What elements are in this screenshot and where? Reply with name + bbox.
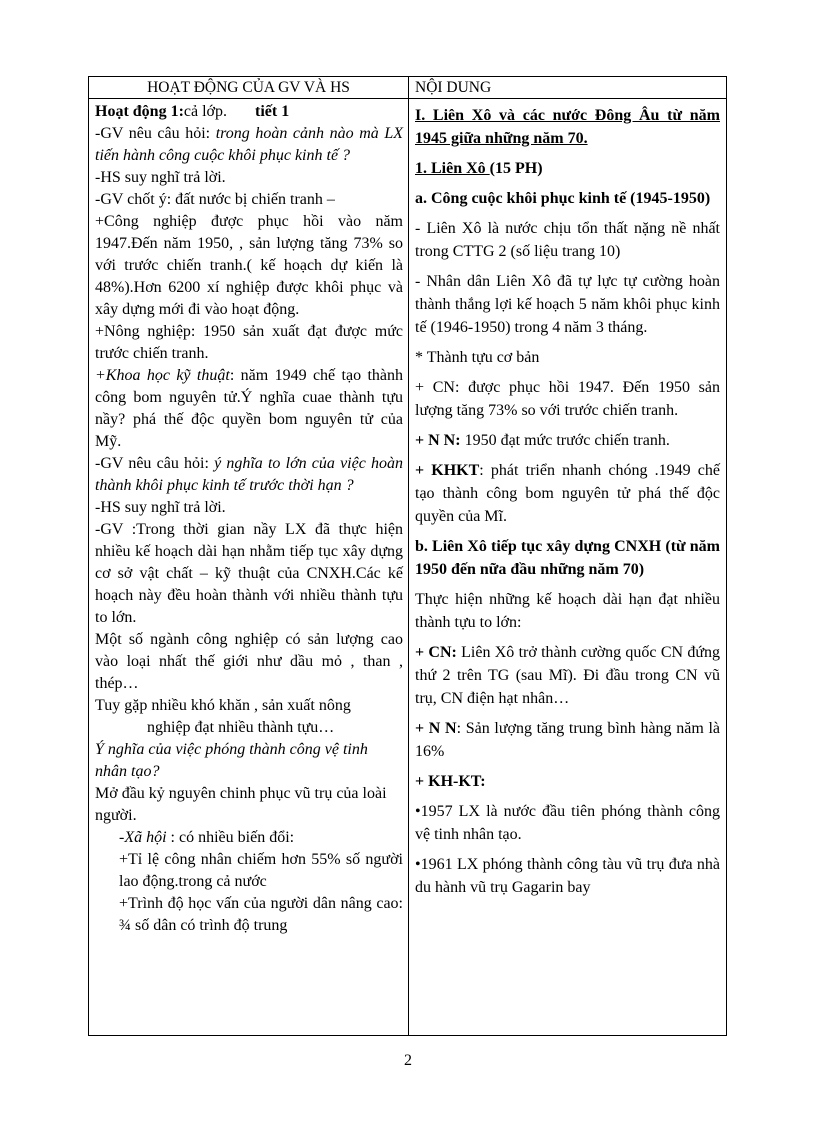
activity-1-heading: [95, 101, 403, 123]
achievements-heading: * Thành tựu cơ bản: [415, 349, 540, 366]
industry-achievement: + CN: được phục hồi 1947. Đến 1950 sản lượng tăng 73% so với trước chiến tranh.: [415, 379, 720, 419]
activities-column: [95, 101, 403, 937]
science-tech-heading: [415, 770, 720, 793]
question-text: trong hoàn cảnh nào mà LX tiến hành công cuộc khôi phục kinh tế ?: [95, 125, 404, 164]
page-number: 2: [404, 1052, 412, 1069]
content-column: [415, 104, 720, 906]
teacher-question-1: [95, 123, 403, 167]
industry-text: Liên Xô trở thành cường quốc CN đứng thứ 2 trên TG (sau Mĩ). Đi đầu trong CN vũ trụ, CN điện hạt nhân…: [415, 644, 720, 707]
question-lead: -GV nêu câu hỏi:: [95, 125, 216, 142]
teacher-summary: -GV chốt ý: đất nước bị chiến tranh –: [95, 191, 335, 208]
header-divider: [89, 98, 726, 99]
agriculture-label: + N N: [415, 720, 457, 737]
part-a-title: [415, 187, 720, 210]
industry-power-note: [415, 641, 720, 710]
subsection-duration: (15 PH): [489, 160, 543, 177]
agriculture-growth-note: [415, 717, 720, 763]
science-label: + KHKT: [415, 462, 480, 479]
teacher-question-2: [95, 453, 403, 497]
activity-1-label: Hoạt động 1:: [95, 103, 184, 120]
section-title-text: I. Liên Xô và các nước Đông Âu từ năm 1945 giữa những năm 70.: [415, 107, 720, 147]
part-b-title-text: b. Liên Xô tiếp tục xây dựng CNXH (từ năm 1950 đến nữa đầu những năm 70): [415, 538, 720, 578]
agriculture-achievement: [415, 429, 720, 452]
science-tech-label: + KH-KT:: [415, 773, 486, 790]
part-a-title-text: a. Công cuộc khôi phục kinh tế (1945-1950): [415, 190, 711, 207]
agriculture-text: 1950 đạt mức trước chiến tranh.: [460, 432, 670, 449]
industry-output-note: Một số ngành công nghiệp có sản lượng cao vào loại nhất thế giới như dầu mỏ , than , thép…: [95, 631, 403, 692]
science-text: : phát triển nhanh chóng .1949 chế tạo thành công bom nguyên tử phá thế độc quyền của Mĩ.: [415, 462, 721, 525]
five-year-plan-note: - Nhân dân Liên Xô đã tự lực tự cường hoàn thành thắng lợi kế hoạch 5 năm khôi phục kinh tế (1946-1950) trong 4 năm 3 tháng.: [415, 273, 720, 336]
education-note: +Trình độ học vấn của người dân nâng cao: ¾ số dân có trình độ trung: [119, 895, 403, 934]
teacher-explanation: -GV :Trong thời gian nầy LX đã thực hiện nhiều kế hoạch dài hạn nhằm tiếp tục xây dựng cơ sở vật chất – kỹ thuật của CNXH.Các kế hoạch này đều hoàn thành với nhiều thành tựu to lớn.: [95, 521, 403, 626]
column-divider: [408, 77, 409, 1035]
agriculture-achievement-note: nghiệp đạt nhiều thành tựu…: [147, 719, 335, 736]
header-content: NỘI DUNG: [415, 79, 492, 96]
satellite-question: Ý nghĩa của việc phóng thành công vệ tinh nhân tạo?: [95, 741, 368, 780]
science-note: [95, 365, 403, 453]
industry-label: + CN:: [415, 644, 457, 661]
section-title: [415, 104, 720, 150]
long-term-plans-note: Thực hiện những kế hoạch dài hạn đạt nhiều thành tựu to lớn:: [415, 591, 720, 631]
science-achievement: [415, 459, 720, 528]
subsection-title: [415, 157, 720, 180]
industry-note: +Công nghiệp được phục hồi vào năm 1947.Đến năm 1950, , sản lượng tăng 73% so với trước chiến tranh.( kế hoạch dự kiến là 48%).Hơn 6200 xí nghiệp được khôi phục và xây dựng mới đi vào hoạt động.: [95, 213, 403, 318]
question-lead: -GV nêu câu hỏi:: [95, 455, 215, 472]
agriculture-text: : Sản lượng tăng trung bình hàng năm là 16%: [415, 720, 721, 760]
part-b-title: [415, 535, 720, 581]
society-text: : có nhiều biến đổi:: [166, 829, 295, 846]
lesson-number: tiết 1: [255, 103, 290, 120]
worker-ratio-note: +Tỉ lệ công nhân chiếm hơn 55% số người lao động.trong cả nước: [119, 851, 403, 890]
society-label: -Xã hội: [119, 829, 167, 846]
losses-note: - Liên Xô là nước chịu tổn thất nặng nề nhất trong CTTG 2 (số liệu trang 10): [415, 220, 720, 260]
subsection-title-text: 1. Liên Xô: [415, 160, 490, 177]
science-label: +Khoa học kỹ thuật: [95, 367, 230, 384]
student-answer-2: -HS suy nghĩ trả lời.: [95, 499, 226, 516]
activity-1-mode: cả lớp.: [183, 103, 228, 120]
header-activities: HOẠT ĐỘNG CỦA GV VÀ HS: [147, 79, 350, 96]
content-table: [88, 76, 727, 1036]
student-answer-1: -HS suy nghĩ trả lời.: [95, 169, 226, 186]
question-text: ý nghĩa to lớn của việc hoàn thành khôi phục kinh tế trước thời hạn ?: [95, 455, 404, 494]
gagarin-1961-note: • 1961 LX phóng thành công tàu vũ trụ đưa nhà du hành vũ trụ Gagarin bay: [415, 853, 720, 899]
society-heading: [95, 827, 403, 849]
satellite-1957-note: • 1957 LX là nước đầu tiên phóng thành công vệ tinh nhân tạo.: [415, 800, 720, 846]
science-text: : năm 1949 chế tạo thành công bom nguyên tử.Ý nghĩa cuae thành tựu nầy? phá thế độc quyền bom nguyên tử của Mỹ.: [95, 367, 403, 450]
agriculture-note: +Nông nghiệp: 1950 sản xuất đạt được mức trước chiến tranh.: [95, 323, 403, 362]
agriculture-difficulty-note: Tuy gặp nhiều khó khăn , sản xuất nông: [95, 697, 351, 714]
agriculture-label: + N N:: [415, 432, 461, 449]
satellite-answer: Mở đầu kỷ nguyên chinh phục vũ trụ của loài người.: [95, 785, 387, 824]
